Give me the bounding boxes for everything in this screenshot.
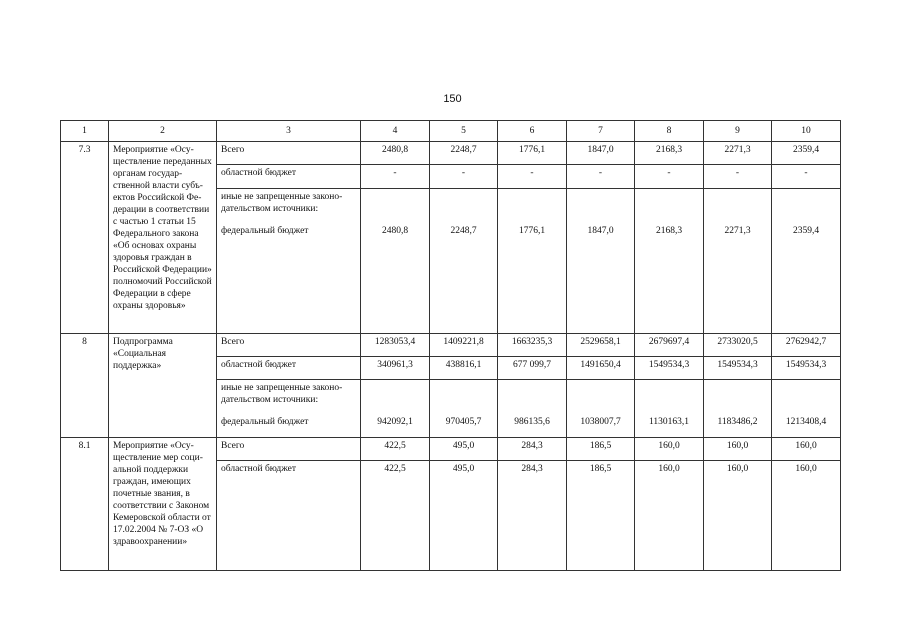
column-header: 5 — [430, 121, 498, 142]
value-cell — [361, 380, 430, 438]
value-cell: 2168,3 — [635, 142, 704, 165]
value-cell — [361, 189, 430, 334]
value-cell: 438816,1 — [430, 357, 498, 380]
value-cell: 1491650,4 — [567, 357, 635, 380]
value-text: 942092,1 — [377, 417, 413, 427]
value-cell — [567, 189, 635, 334]
measure-name: Подпрограмма «Социальная поддержка» — [109, 334, 217, 438]
value-cell — [430, 380, 498, 438]
value-cell: 422,5 — [361, 438, 430, 461]
value-cell: 1663235,3 — [498, 334, 567, 357]
funding-source-group — [217, 189, 361, 334]
value-cell: 2480,8 — [361, 142, 430, 165]
value-cell: - — [635, 165, 704, 189]
column-header: 2 — [109, 121, 217, 142]
funding-source: Всего — [217, 142, 361, 165]
value-text: 2271,3 — [724, 226, 751, 236]
value-cell: - — [498, 165, 567, 189]
value-cell: 160,0 — [772, 461, 841, 571]
value-cell: 1549534,3 — [772, 357, 841, 380]
measure-name: Мероприятие «Осуществление мер социальной поддержки граждан, имеющих почетные звания, в соответствии с Законом Кемеровской области от 17.02.2004 № 7-ОЗ «О здравоохранении» — [109, 438, 217, 571]
value-cell: 1409221,8 — [430, 334, 498, 357]
value-cell — [567, 380, 635, 438]
value-cell: 2271,3 — [704, 142, 772, 165]
funding-source: областной бюджет — [217, 357, 361, 380]
value-cell: 677 099,7 — [498, 357, 567, 380]
value-cell: 2733020,5 — [704, 334, 772, 357]
column-header: 8 — [635, 121, 704, 142]
value-cell: 1776,1 — [498, 142, 567, 165]
value-text: 2248,7 — [450, 226, 477, 236]
other-sources-label: иные не запрещенные законодательством источники: — [221, 192, 343, 214]
value-cell: 160,0 — [772, 438, 841, 461]
value-cell — [430, 189, 498, 334]
value-text: 1213408,4 — [785, 417, 827, 427]
value-cell: 1847,0 — [567, 142, 635, 165]
column-header: 10 — [772, 121, 841, 142]
value-cell — [772, 380, 841, 438]
value-cell: 1283053,4 — [361, 334, 430, 357]
value-cell — [498, 189, 567, 334]
value-text: 986135,6 — [514, 417, 550, 427]
column-header: 6 — [498, 121, 567, 142]
value-cell: 284,3 — [498, 438, 567, 461]
column-header: 3 — [217, 121, 361, 142]
value-text: 970405,7 — [445, 417, 482, 427]
row-number: 7.3 — [61, 142, 109, 334]
row-number: 8.1 — [61, 438, 109, 571]
table-header-row — [61, 121, 841, 142]
table-row — [61, 142, 841, 165]
value-cell: 186,5 — [567, 461, 635, 571]
value-text: 1776,1 — [518, 226, 546, 236]
column-header: 4 — [361, 121, 430, 142]
value-cell: 1549534,3 — [635, 357, 704, 380]
funding-source: Всего — [217, 438, 361, 461]
value-text: 2480,8 — [381, 226, 409, 236]
value-cell: 2679697,4 — [635, 334, 704, 357]
value-cell: 422,5 — [361, 461, 430, 571]
row-number: 8 — [61, 334, 109, 438]
column-header: 1 — [61, 121, 109, 142]
funding-source: областной бюджет — [217, 461, 361, 571]
value-cell: 160,0 — [635, 461, 704, 571]
budget-table — [60, 120, 841, 571]
value-cell: - — [772, 165, 841, 189]
value-cell: 2529658,1 — [567, 334, 635, 357]
value-cell: 2762942,7 — [772, 334, 841, 357]
value-cell: 2359,4 — [772, 142, 841, 165]
other-sources-label: иные не запрещенные законодательством источники: — [221, 383, 343, 405]
value-cell: 160,0 — [704, 438, 772, 461]
value-cell — [498, 380, 567, 438]
value-text: 2359,4 — [792, 226, 820, 236]
funding-source: федеральный бюджет — [221, 417, 309, 427]
measure-name: Мероприятие «Осуществление переданных органам государственной власти субъектов Российской Федерации в соответствии с частью 1 статьи 15 Федерального закона «Об основах охраны здоровья граждан в Российской Федерации» полномочий Российской Федерации в сфере охраны здоровья» — [109, 142, 217, 334]
funding-source: федеральный бюджет — [221, 226, 309, 236]
column-header: 9 — [704, 121, 772, 142]
funding-source-group — [217, 380, 361, 438]
value-cell: - — [430, 165, 498, 189]
value-text: 1847,0 — [587, 226, 614, 236]
value-cell — [635, 380, 704, 438]
value-cell — [635, 189, 704, 334]
value-cell — [772, 189, 841, 334]
value-cell: 495,0 — [430, 461, 498, 571]
funding-source: областной бюджет — [217, 165, 361, 189]
funding-source: Всего — [217, 334, 361, 357]
page-number: 150 — [443, 93, 462, 105]
value-cell: 284,3 — [498, 461, 567, 571]
table-row — [61, 334, 841, 357]
value-cell: - — [704, 165, 772, 189]
value-text: 2168,3 — [655, 226, 683, 236]
value-cell: 1549534,3 — [704, 357, 772, 380]
table-row — [61, 438, 841, 461]
value-cell: 340961,3 — [361, 357, 430, 380]
value-text: 1038007,7 — [580, 417, 621, 427]
value-cell: 160,0 — [704, 461, 772, 571]
value-cell: - — [361, 165, 430, 189]
value-cell: 160,0 — [635, 438, 704, 461]
value-cell: 2248,7 — [430, 142, 498, 165]
value-cell: 495,0 — [430, 438, 498, 461]
value-cell: - — [567, 165, 635, 189]
column-header: 7 — [567, 121, 635, 142]
value-cell — [704, 380, 772, 438]
value-text: 1130163,1 — [648, 417, 690, 427]
value-cell: 186,5 — [567, 438, 635, 461]
value-text: 1183486,2 — [717, 417, 758, 427]
value-cell — [704, 189, 772, 334]
